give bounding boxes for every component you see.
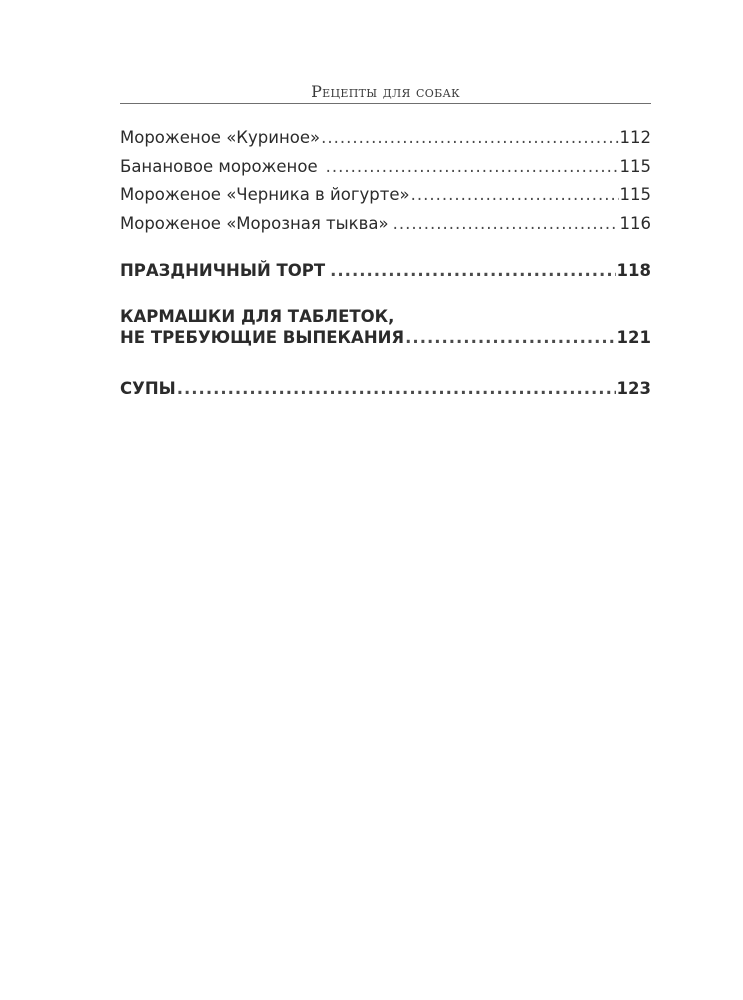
table-of-contents <box>120 124 651 403</box>
toc-section-soups <box>120 375 651 404</box>
toc-entry-title: Мороженое «Черника в йогурте» <box>120 185 410 204</box>
toc-entry-title: СУПЫ <box>120 378 176 398</box>
toc-section-pill-pockets <box>120 306 651 348</box>
toc-entry-page: 115 <box>619 185 651 204</box>
dot-leader <box>393 210 619 239</box>
dot-leader <box>177 375 616 404</box>
toc-entry-title: Мороженое «Куриное» <box>120 128 321 147</box>
dot-leader <box>405 327 615 348</box>
toc-entry-frosty-pumpkin-ice-cream[interactable] <box>120 210 651 239</box>
toc-entry-pill-pockets[interactable] <box>120 327 651 348</box>
toc-entry-banana-ice-cream[interactable] <box>120 153 651 182</box>
toc-entry-page: 115 <box>619 156 651 176</box>
dot-leader <box>326 153 619 182</box>
toc-entry-page: 118 <box>616 261 651 280</box>
toc-entry-blueberry-yogurt-ice-cream[interactable] <box>120 181 651 210</box>
toc-entry-title: НЕ ТРЕБУЮЩИЕ ВЫПЕКАНИЯ <box>120 327 405 347</box>
header-rule <box>120 103 651 104</box>
toc-entry-soups[interactable] <box>120 375 651 404</box>
toc-entry-festive-cake[interactable] <box>120 257 651 286</box>
toc-entry-page: 121 <box>616 327 651 347</box>
dot-leader <box>330 257 615 286</box>
toc-entry-title: Банановое мороженое <box>120 156 318 176</box>
toc-entry-page: 112 <box>619 128 651 147</box>
toc-entry-title-line1: КАРМАШКИ ДЛЯ ТАБЛЕТОК, <box>120 306 395 326</box>
dot-leader <box>321 124 618 153</box>
toc-entry-page: 123 <box>616 378 651 398</box>
toc-entry-title: Мороженое «Морозная тыква» <box>120 213 389 233</box>
dot-leader <box>411 181 619 210</box>
toc-entry-page: 116 <box>619 213 651 233</box>
toc-section-festive-cake <box>120 257 651 286</box>
toc-entry-chicken-ice-cream[interactable] <box>120 124 651 153</box>
toc-entry-title: ПРАЗДНИЧНЫЙ ТОРТ <box>120 261 326 280</box>
running-head: Рецепты для собак <box>311 82 460 101</box>
